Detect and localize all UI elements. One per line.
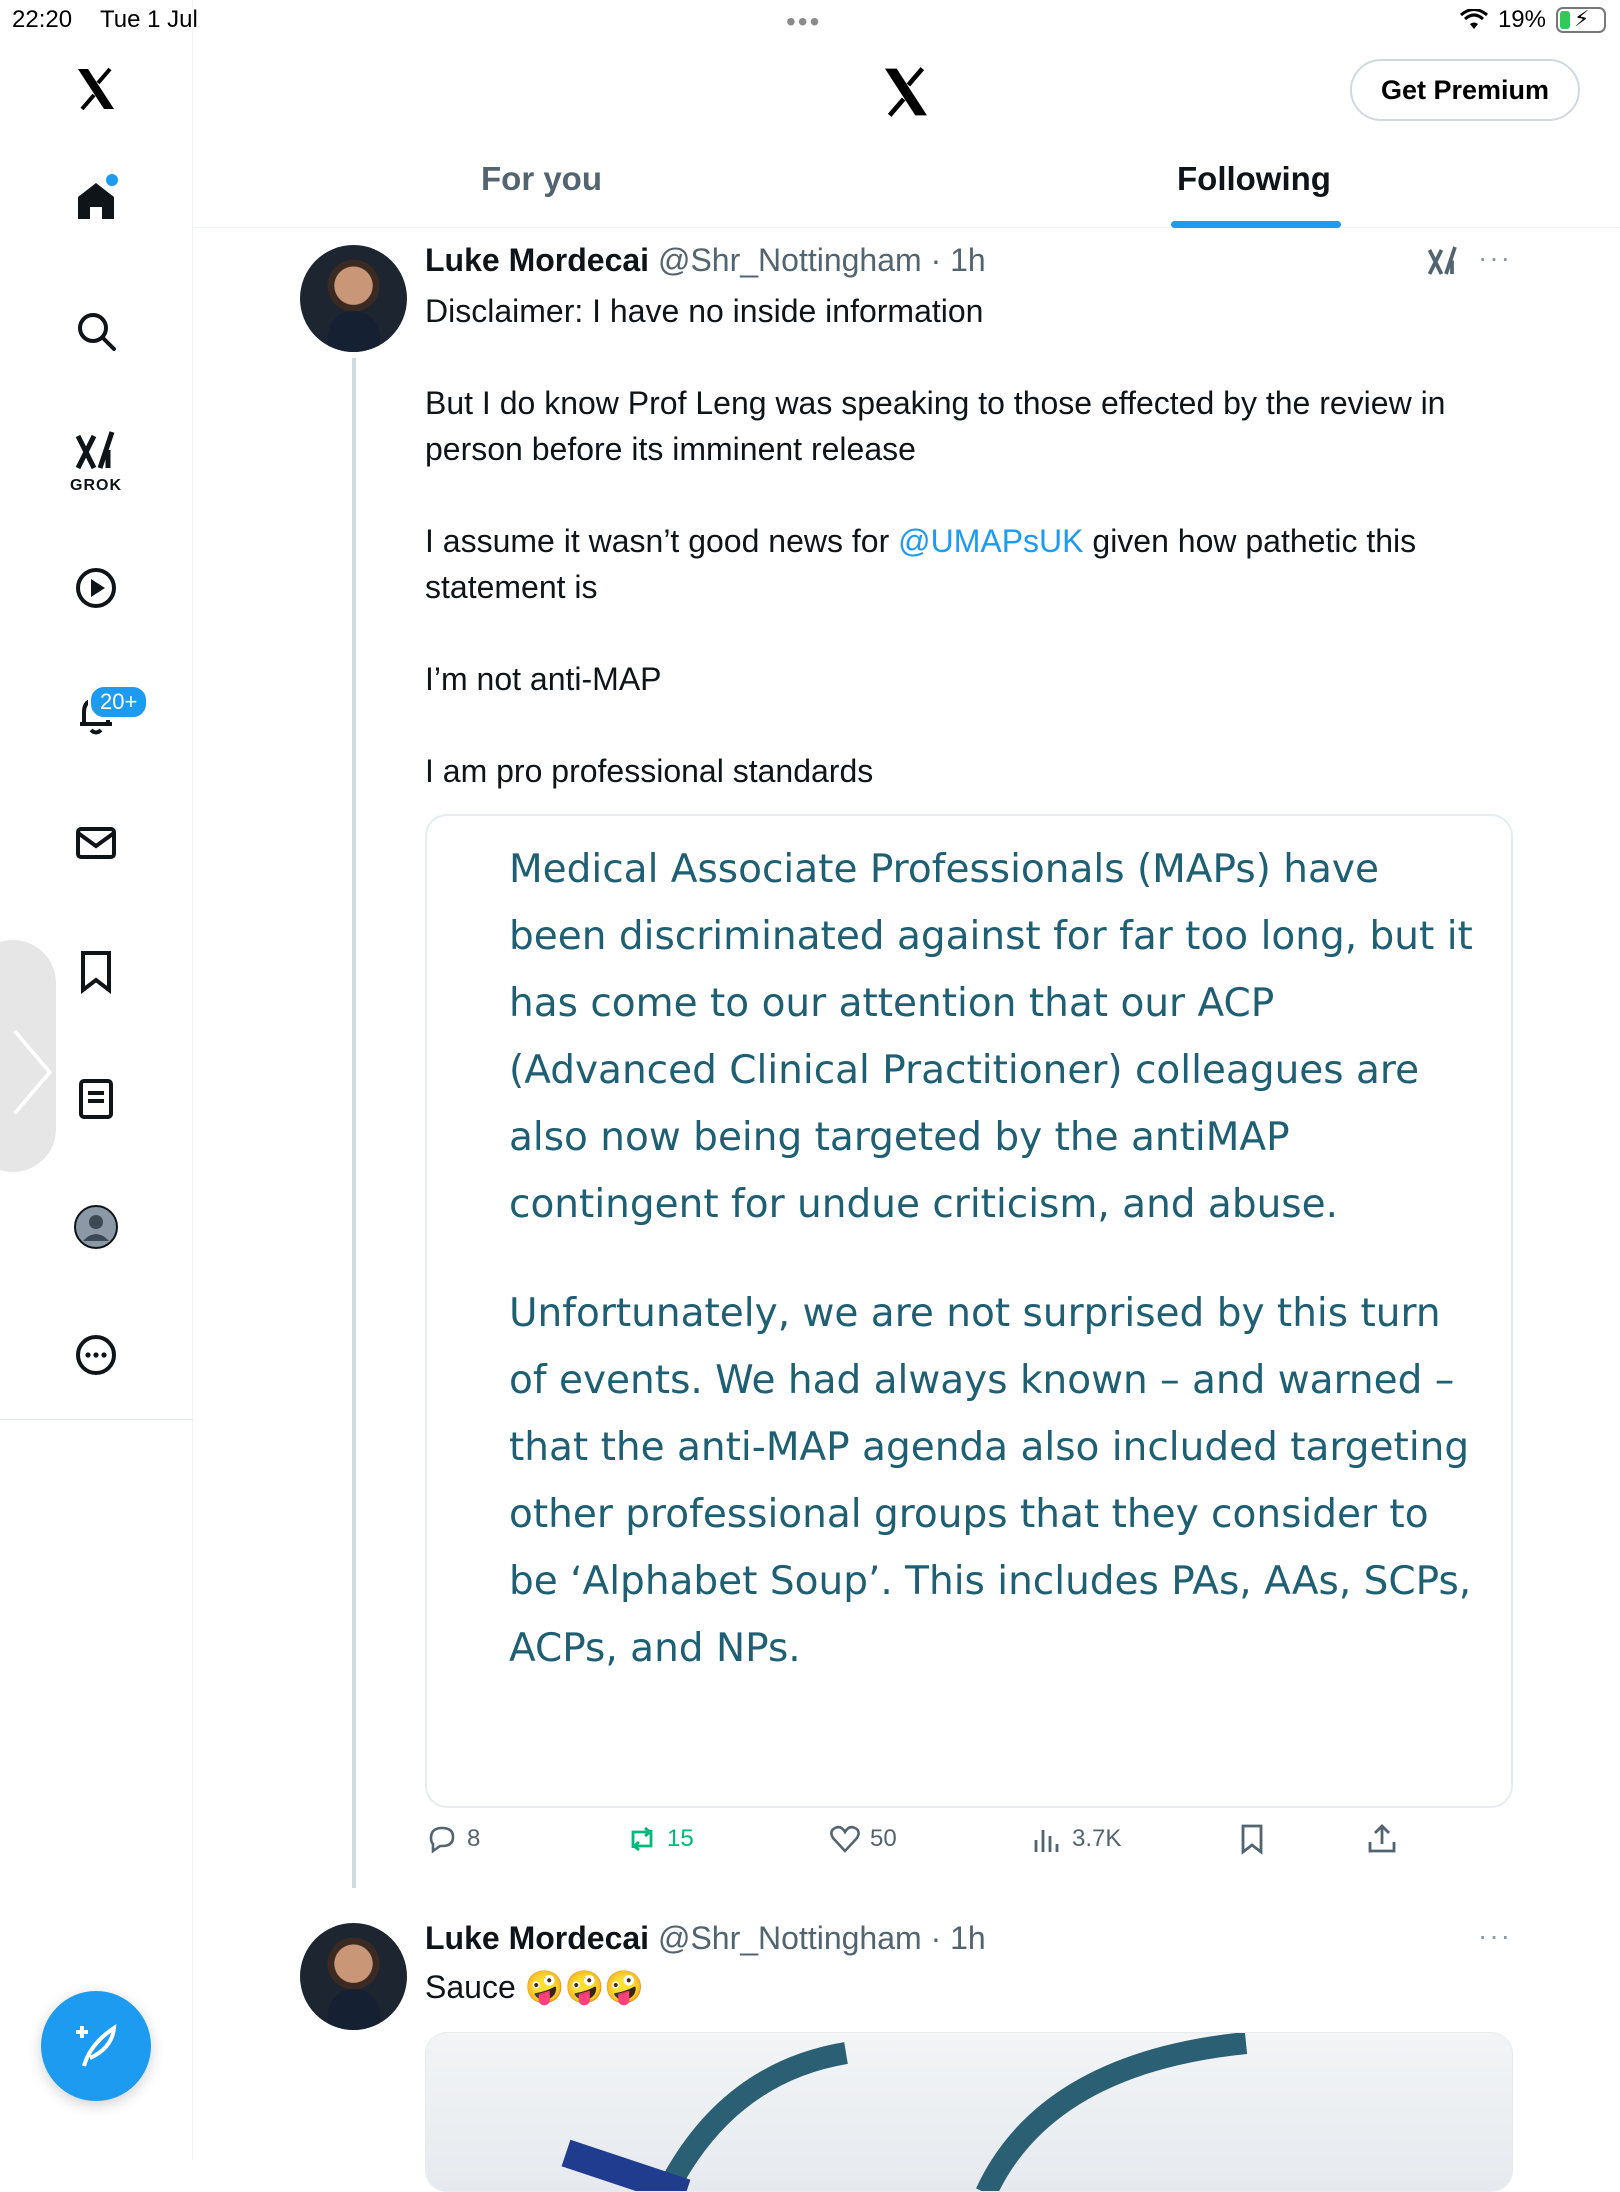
grok-icon[interactable]: [1425, 244, 1461, 280]
video-icon: [72, 564, 120, 612]
tweet-paragraph: But I do know Prof Leng was speaking to those effected by the review in person before its imminent release: [425, 385, 1446, 467]
tweet-body: [425, 288, 1525, 840]
thread-line: [352, 358, 356, 1888]
status-right: [1460, 6, 1606, 34]
views-button[interactable]: [1030, 1822, 1121, 1856]
status-time: 22:20: [12, 6, 73, 33]
tab-following[interactable]: Following: [1177, 160, 1331, 197]
like-count: 50: [870, 1825, 897, 1852]
share-icon: [1365, 1822, 1399, 1856]
sidebar-toggle-handle[interactable]: [0, 940, 100, 1172]
repost-count: 15: [667, 1825, 694, 1852]
author-handle[interactable]: @Shr_Nottingham: [657, 1920, 922, 1956]
tweet-media[interactable]: [425, 2032, 1513, 2192]
more-icon: [72, 1331, 120, 1379]
rail-divider: [0, 1419, 193, 1420]
x-logo-icon: [878, 64, 934, 120]
tweet-body: Sauce 🤪🤪🤪: [425, 1969, 645, 2005]
nav-profile[interactable]: [56, 1187, 136, 1267]
mention-link[interactable]: @UMAPsUK: [898, 523, 1084, 559]
views-count: 3.7K: [1072, 1825, 1122, 1852]
statement-paragraph: Unfortunately, we are not surprised by this turn of events. We had always known – and warned – that the anti-MAP agenda also included targeting other professional groups that they consider to be ‘Alphabet Soup’. This includes PAs, AAs, SCPs, ACPs, and NPs.: [509, 1291, 1472, 1671]
reply-button[interactable]: [425, 1822, 480, 1856]
status-date: Tue 1 Jul: [100, 6, 198, 33]
author-handle[interactable]: @Shr_Nottingham: [657, 242, 922, 278]
timeline-header: [194, 40, 1620, 228]
notifications-badge: 20+: [88, 684, 149, 720]
tweet-paragraph: I’m not anti-MAP: [425, 661, 662, 697]
tweet-paragraph: Disclaimer: I have no inside information: [425, 293, 984, 329]
mail-icon: [72, 819, 120, 867]
bookmark-button[interactable]: [1235, 1822, 1269, 1856]
attached-image[interactable]: [425, 814, 1513, 1808]
nav-bookmarks[interactable]: [56, 931, 136, 1011]
media-image: [426, 2033, 1513, 2192]
nav-search[interactable]: [56, 291, 136, 371]
reply-icon: [425, 1822, 459, 1856]
views-icon: [1030, 1822, 1064, 1856]
like-icon: [828, 1822, 862, 1856]
text-segment: given how pathetic this statement is: [425, 523, 1417, 605]
grok-label: GROK: [70, 477, 122, 494]
search-icon: [72, 307, 120, 355]
tweet-paragraph: [425, 518, 1525, 610]
x-logo-icon: [72, 65, 120, 113]
multitask-dots-icon[interactable]: •••: [786, 6, 822, 37]
battery-icon: ⚡: [1556, 7, 1606, 33]
battery-percent: 19%: [1497, 6, 1546, 33]
like-button[interactable]: [828, 1822, 897, 1856]
statement-paragraph: Medical Associate Professionals (MAPs) have been discriminated against for far too long, but it has come to our attention that our ACP (Advanced Clinical Practitioner) colleagues are also now being targeted by the antiMAP contingent for undue criticism, and abuse.: [509, 847, 1473, 1227]
text-segment: I assume it wasn’t good news for: [425, 523, 899, 559]
share-button[interactable]: [1365, 1822, 1399, 1856]
repost-button[interactable]: [625, 1822, 694, 1856]
compose-button[interactable]: [41, 1991, 151, 2101]
repost-icon: [625, 1822, 659, 1856]
nav-video[interactable]: [56, 548, 136, 628]
active-tab-indicator: [1171, 221, 1341, 228]
profile-icon: [72, 1203, 120, 1251]
chevron-right-icon: 〉: [10, 1026, 100, 1126]
author-name[interactable]: Luke Mordecai: [425, 242, 650, 278]
grok-icon: [72, 428, 120, 476]
tweet-time[interactable]: · 1h: [930, 242, 986, 278]
author-name[interactable]: Luke Mordecai: [425, 1920, 650, 1956]
tweet-header: [425, 242, 986, 279]
more-options-icon[interactable]: ···: [1478, 242, 1512, 273]
status-bar: [0, 0, 1620, 40]
tweet-header: [425, 1920, 986, 1957]
bookmark-icon: [72, 947, 120, 995]
bookmark-icon: [1235, 1822, 1269, 1856]
tab-for-you[interactable]: For you: [481, 160, 602, 197]
nav-home[interactable]: [56, 161, 136, 241]
get-premium-button[interactable]: Get Premium: [1350, 59, 1580, 121]
x-logo-button[interactable]: [56, 49, 136, 129]
wifi-icon: [1460, 9, 1488, 31]
nav-more[interactable]: [56, 1315, 136, 1395]
reply-count: 8: [467, 1825, 481, 1852]
home-unread-dot: [106, 174, 118, 186]
statement-text: [509, 836, 1479, 1682]
avatar[interactable]: [300, 1923, 407, 2030]
tweet-actions: [425, 1822, 1425, 1872]
avatar[interactable]: [300, 245, 407, 352]
compose-icon: [68, 2018, 124, 2074]
more-options-icon[interactable]: ···: [1478, 1920, 1512, 1951]
tweet-time[interactable]: · 1h: [930, 1920, 986, 1956]
nav-messages[interactable]: [56, 803, 136, 883]
tweet-paragraph: I am pro professional standards: [425, 753, 874, 789]
